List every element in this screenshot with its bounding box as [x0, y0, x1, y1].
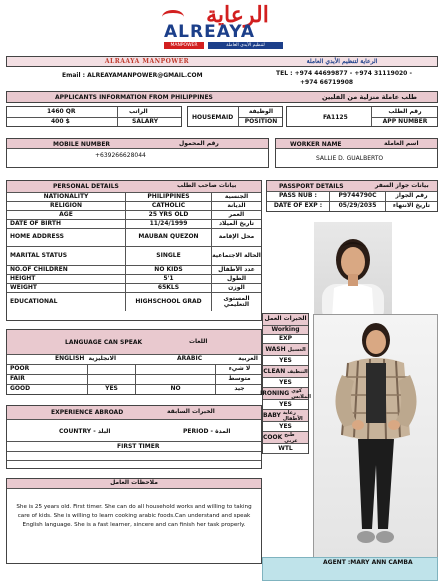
- language-header: [7, 330, 261, 355]
- passport-number-row: [267, 192, 437, 202]
- skill-value: YES: [279, 379, 292, 386]
- personal-row-home-address: [7, 229, 261, 247]
- language-level-label: GOOD: [10, 385, 31, 393]
- personal-label: MARITAL STATUS: [10, 251, 68, 259]
- tel-label: TEL :: [276, 70, 293, 77]
- remarks-box: [6, 478, 262, 564]
- worker-headshot-photo: [314, 222, 392, 318]
- language-level-arabic: متوسط: [215, 375, 263, 384]
- skill-label: IRONING: [260, 390, 290, 397]
- personal-label: HOME ADDRESS: [10, 233, 64, 241]
- arabic-label: ARABIC: [177, 355, 203, 363]
- country-label: COUNTRY -: [59, 428, 96, 435]
- personal-row-age: [7, 211, 261, 220]
- tel-line-1: +974 44699877 - +974 31119020 -: [294, 70, 412, 77]
- personal-label-arabic: محل الإقامة: [211, 229, 261, 246]
- language-level-arabic: جيد: [215, 385, 263, 394]
- skill-value: YES: [279, 357, 292, 364]
- english-level-value: [87, 365, 135, 374]
- salary-usd-value: 400 $: [51, 118, 70, 125]
- skill-header: [263, 366, 308, 378]
- logo-sub-right: لتنظيم الأيدي العاملة: [208, 42, 283, 49]
- personal-details-header: [7, 181, 261, 193]
- remarks-title-arabic: ملاحظات العامل: [110, 479, 158, 487]
- personal-value: HIGHSCHOOL GRAD: [125, 293, 211, 311]
- language-level-label: POOR: [10, 365, 30, 373]
- skill-header: [263, 344, 308, 356]
- logo-sub-left: MANPOWER: [164, 42, 204, 49]
- passport-expiry-row: [267, 202, 437, 211]
- experience-note: FIRST TIMER: [117, 443, 160, 450]
- applicants-title-arabic: طلب عاملة منزلية من الفلبين: [322, 93, 417, 101]
- skill-row-clean: [263, 366, 308, 388]
- experience-col-row: [7, 420, 261, 442]
- personal-value: MAUBAN QUEZON: [125, 229, 211, 246]
- language-row-poor: [7, 365, 261, 375]
- skill-label: BABY: [263, 412, 281, 419]
- period-col-header: [183, 428, 230, 435]
- mobile-box: [6, 138, 269, 168]
- skill-row-wash: [263, 344, 308, 366]
- remarks-text: She is 25 years old. First timer. She can do all household works and willing to taking care of kids. She is willing to learn cooking arabic foods.Can understand and speak English language. She is a fast learner, sincere and can finish her task properly.: [16, 504, 252, 528]
- personal-value: PHILIPPINES: [125, 193, 211, 201]
- english-level-value: YES: [87, 385, 135, 394]
- skills-exp-row: [263, 335, 308, 344]
- skill-label-arabic: الغسيل: [287, 346, 306, 353]
- personal-value: SINGLE: [125, 247, 211, 265]
- experience-table: [6, 405, 262, 469]
- email-value: ALREAYAMANPOWER@GMAIL.COM: [87, 72, 203, 79]
- company-name-bar: [6, 56, 438, 67]
- personal-details-title-arabic: بيانات صاحب الطلب: [177, 182, 237, 189]
- experience-row-1: [7, 442, 261, 452]
- position-value: HOUSEMAID: [192, 114, 234, 121]
- passport-header: [267, 181, 437, 192]
- language-col-header: [7, 355, 261, 365]
- personal-row-religion: [7, 202, 261, 211]
- arabic-label-arabic: العربية: [238, 355, 258, 363]
- worker-label: WORKER NAME: [290, 141, 342, 148]
- skill-label-arabic: التنظيف: [287, 368, 308, 375]
- personal-label: AGE: [59, 211, 73, 218]
- skill-row-cook: [263, 432, 308, 454]
- position-arabic-label: الوظيفة: [248, 108, 274, 115]
- skill-label: CLEAN: [263, 368, 286, 375]
- language-level-label: FAIR: [10, 375, 25, 383]
- passport-details-table: [266, 180, 438, 212]
- logo-red-arc: [162, 10, 184, 24]
- skills-title-arabic: الخبرات العمل: [264, 315, 307, 323]
- app-number-arabic-label: رقم الطلب: [388, 108, 422, 115]
- period-label: PERIOD -: [183, 428, 214, 435]
- personal-label-arabic: المستوى التعليمي: [211, 293, 261, 311]
- skill-label-arabic: كوي الملابس: [291, 387, 311, 400]
- personal-label-arabic: الوزن: [211, 284, 261, 292]
- arabic-level-value: [135, 375, 215, 384]
- personal-label: WEIGHT: [10, 284, 37, 291]
- personal-label: RELIGION: [49, 202, 83, 209]
- logo-latin-text: ALREAYA: [164, 22, 256, 42]
- personal-row-educational: [7, 293, 261, 311]
- worker-name-value: SALLIE D. GUALBERTO: [316, 155, 384, 162]
- skills-working-label: Working: [271, 326, 300, 333]
- personal-label: DATE OF BIRTH: [10, 220, 61, 227]
- position-box: [187, 106, 283, 127]
- personal-row-marital-status: [7, 247, 261, 266]
- app-number-value: FA1125: [323, 114, 348, 121]
- passport-expiry-value: 05/29/2035: [329, 202, 385, 211]
- personal-label-arabic: الحالة الاجتماعية: [211, 247, 261, 265]
- skills-header: [263, 314, 308, 326]
- skills-working-row: [263, 326, 308, 335]
- experience-row-2: [7, 452, 261, 461]
- period-label-arabic: المدة: [215, 428, 231, 435]
- personal-label-arabic: عدد الأطفال: [211, 266, 261, 274]
- english-label: ENGLISH: [55, 355, 85, 363]
- salary-box: [6, 106, 182, 127]
- mobile-label-arabic: رقم المحمول: [179, 140, 219, 147]
- personal-value: NO KIDS: [125, 266, 211, 274]
- company-name-arabic: الرعاية لتنظيم الأيدي العاملة: [306, 58, 378, 65]
- personal-label: NATIONALITY: [43, 193, 89, 200]
- mobile-label: MOBILE NUMBER: [53, 141, 111, 148]
- personal-value: CATHOLIC: [125, 202, 211, 210]
- worker-label-arabic: اسم العاملة: [384, 140, 419, 147]
- app-number-box: [286, 106, 438, 127]
- position-label: POSITION: [244, 118, 278, 125]
- skill-label: COOK: [263, 434, 283, 441]
- company-logo: [160, 4, 285, 50]
- personal-label: HEIGHT: [10, 275, 36, 282]
- mobile-value: +639266628044: [95, 152, 146, 159]
- skill-row-baby: [263, 410, 308, 432]
- personal-details-table: [6, 180, 262, 321]
- personal-row-no-of-children: [7, 266, 261, 275]
- passport-expiry-arabic: تاريخ الانتهاء: [385, 202, 437, 211]
- agent-bar: [262, 557, 438, 581]
- personal-label-arabic: الجنسية: [211, 193, 261, 201]
- personal-value: 11/24/1999: [125, 220, 211, 228]
- experience-title-arabic: الخبرات السابقة: [167, 408, 215, 415]
- skill-label-arabic: رعاية الأطفال: [282, 409, 303, 422]
- skill-header: [260, 387, 311, 400]
- skill-value: WTL: [278, 445, 293, 452]
- experience-row-3: [7, 461, 261, 469]
- passport-title-arabic: بيانات جواز السفر: [375, 182, 429, 189]
- headshot-figure: [314, 222, 392, 318]
- skill-header: [263, 432, 308, 444]
- worker-name-box: [275, 138, 438, 168]
- tel-block: [276, 69, 436, 87]
- applicants-title: APPLICANTS INFORMATION FROM PHILIPPINES: [55, 94, 213, 101]
- skills-table: [262, 313, 309, 454]
- skill-header: [263, 410, 308, 422]
- worker-full-body-photo: [313, 314, 438, 559]
- country-col-header: [59, 428, 111, 435]
- personal-label-arabic: العمر: [211, 211, 261, 219]
- personal-row-weight: [7, 284, 261, 293]
- skill-label-arabic: طبخ عربي: [284, 431, 298, 444]
- personal-value: 65KLS: [125, 284, 211, 292]
- email-label: Email :: [62, 72, 86, 79]
- arabic-level-value: [135, 365, 215, 374]
- email-line: [62, 72, 232, 79]
- passport-number-arabic: رقم الجواز: [385, 192, 437, 201]
- passport-number-label: PASS NUB :: [279, 192, 317, 200]
- personal-value: 25 YRS OLD: [125, 211, 211, 219]
- passport-title: PASSPORT DETAILS: [279, 183, 344, 190]
- language-table: [6, 329, 262, 395]
- personal-row-date-of-birth: [7, 220, 261, 229]
- personal-label: NO.OF CHILDREN: [10, 266, 68, 273]
- salary-arabic-label: الراتب: [129, 108, 148, 115]
- company-name-english: ALRAAYA MANPOWER: [104, 58, 190, 65]
- agent-label: AGENT :MARY ANN CAMBA: [323, 559, 413, 566]
- skill-label: WASH: [265, 346, 286, 353]
- skill-value: YES: [279, 401, 292, 408]
- language-title-arabic: اللغات: [189, 338, 208, 345]
- english-col-header: [7, 355, 135, 364]
- personal-row-nationality: [7, 193, 261, 202]
- passport-number-value: P9744790C: [329, 192, 385, 201]
- personal-row-height: [7, 275, 261, 284]
- experience-header: [7, 406, 261, 420]
- personal-label-arabic: الديانة: [211, 202, 261, 210]
- personal-value: 5'1: [125, 275, 211, 283]
- app-number-label: APP NUMBER: [382, 118, 428, 125]
- arabic-col-header: [135, 355, 263, 364]
- skill-row-ironing: [260, 387, 311, 410]
- logo-arabic-text: الرعاية: [206, 2, 269, 28]
- applicants-bar: [6, 91, 438, 103]
- personal-label-arabic: الطول: [211, 275, 261, 283]
- remarks-header: [7, 479, 261, 489]
- full-body-figure: [314, 315, 438, 559]
- passport-expiry-label: DATE OF EXP :: [273, 202, 323, 210]
- salary-label: SALARY: [132, 118, 159, 125]
- language-row-fair: [7, 375, 261, 385]
- arabic-level-value: NO: [135, 385, 215, 394]
- tel-line-2: +974 66719908: [300, 79, 354, 86]
- language-title: LANGUAGE CAN SPEAK: [65, 339, 143, 346]
- personal-details-title: PERSONAL DETAILS: [53, 183, 119, 190]
- experience-title: EXPERIENCE ABROAD: [51, 409, 124, 416]
- personal-label: EDUCATIONAL: [10, 297, 58, 305]
- english-level-value: [87, 375, 135, 384]
- english-label-arabic: الانجليزية: [88, 355, 117, 363]
- salary-qr-value: 1460 QR: [47, 108, 76, 115]
- language-level-arabic: لا شيء: [215, 365, 263, 374]
- country-label-arabic: البلد: [97, 428, 111, 435]
- skill-value: YES: [279, 423, 292, 430]
- language-row-good: [7, 385, 261, 394]
- skills-exp-label: EXP: [278, 335, 293, 342]
- personal-label-arabic: تاريخ الميلاد: [211, 220, 261, 228]
